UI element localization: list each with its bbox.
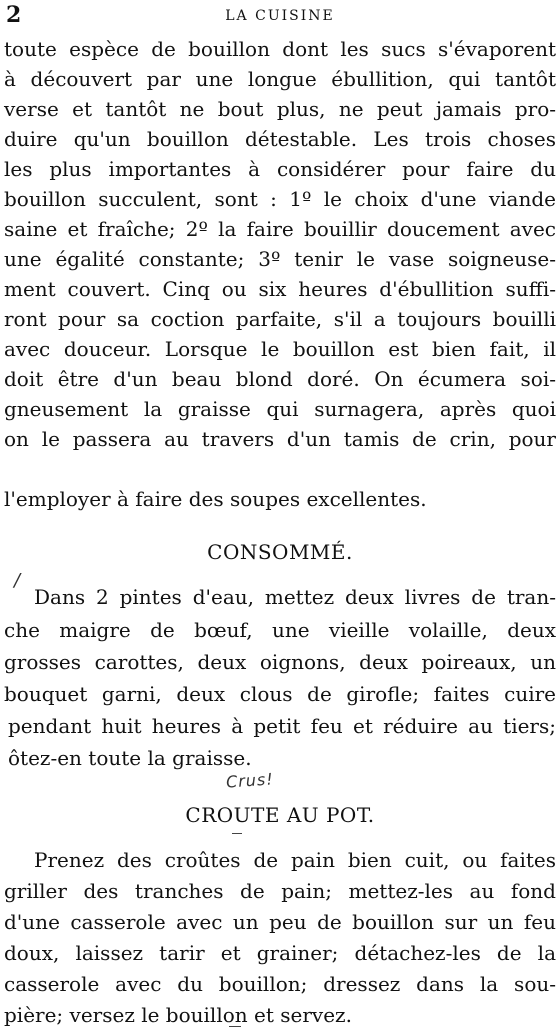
text-line: avec douceur. Lorsque le bouillon est bien fait, il (4, 337, 556, 361)
text-line: Prenez des croûtes de pain bien cuit, ou faites (34, 848, 556, 872)
text-line: gneusement la graisse qui surnagera, après quoi (4, 397, 556, 421)
text-line: pendant huit heures à petit feu et réduire au tiers; (8, 714, 556, 738)
text-line: verse et tantôt ne bout plus, ne peut jamais pro- (4, 97, 556, 121)
text-line: bouquet garni, deux clous de girofle; faites cuire (4, 682, 556, 706)
text-line: bouillon succulent, sont : 1º le choix d'une viande (4, 187, 556, 211)
section-title-croute-au-pot: CROUTE AU POT. (185, 803, 375, 827)
text-line: à découvert par une longue ébullition, qui tantôt (4, 67, 556, 91)
handwritten-annotation: Crus! (225, 769, 275, 792)
text-line: saine et fraîche; 2º la faire bouillir doucement avec (4, 217, 556, 241)
pencil-dash (232, 833, 242, 834)
text-line: ront pour sa coction parfaite, s'il a toujours bouilli (4, 307, 556, 331)
text-line: pière; versez le bouillon et servez. (4, 1003, 352, 1027)
text-line: duire qu'un bouillon détestable. Les trois choses (4, 127, 556, 151)
text-line: Dans 2 pintes d'eau, mettez deux livres de tran- (34, 585, 556, 609)
section-title-consomme: CONSOMMÉ. (207, 540, 353, 564)
text-line: che maigre de bœuf, une vieille volaille, deux (4, 618, 556, 642)
text-line: toute espèce de bouillon dont les sucs s'évaporent (4, 37, 556, 61)
text-line: casserole avec du bouillon; dressez dans la sou- (4, 972, 556, 996)
text-line: doux, laissez tarir et grainer; détachez-les de la (4, 941, 556, 965)
text-line: grosses carottes, deux oignons, deux poireaux, un (4, 650, 556, 674)
text-line: on le passera au travers d'un tamis de crin, pour (4, 427, 556, 451)
text-line: doit être d'un beau blond doré. On écumera soi- (4, 367, 556, 391)
text-line: ôtez-en toute la graisse. (8, 746, 252, 770)
margin-mark: / (14, 570, 21, 591)
page-number: 2 (6, 2, 22, 28)
text-line: griller des tranches de pain; mettez-les au fond (4, 879, 556, 903)
text-line: ment couvert. Cinq ou six heures d'ébullition suffi- (4, 277, 556, 301)
text-line: une égalité constante; 3º tenir le vase soigneuse- (4, 247, 556, 271)
text-line: d'une casserole avec un peu de bouillon sur un feu (4, 910, 556, 934)
text-line: les plus importantes à considérer pour faire du (4, 157, 556, 181)
page-header (6, 2, 554, 30)
running-head: LA CUISINE (225, 8, 335, 24)
text-line: l'employer à faire des soupes excellentes. (4, 487, 427, 511)
